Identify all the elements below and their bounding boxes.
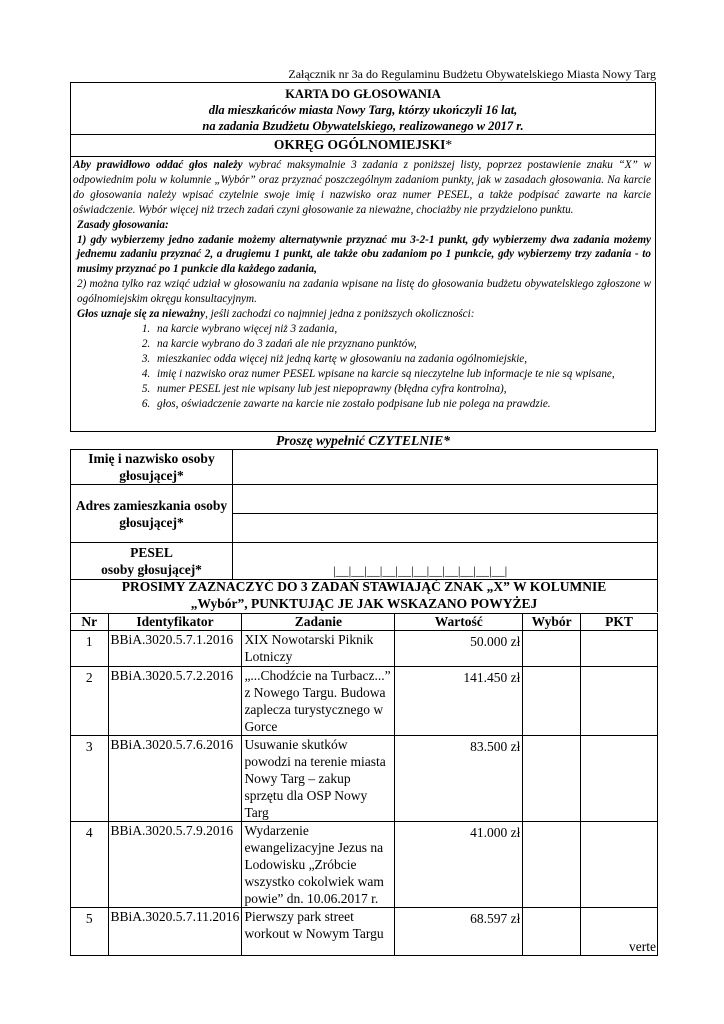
row-value-text: 50.000 zł — [470, 634, 521, 649]
vote-title-line-2: „Wybór”, PUNKTUJĄC JE JAK WSKAZANO POWYŻEJ — [190, 596, 538, 611]
rule-2: 2) można tylko raz wziąć udział w głosowaniu na zadania wpisane na listę do głosowania budżetu obywatelskiego zgłoszone w ogólnomiejskim okręgu konsultacyjnym. — [77, 278, 651, 306]
row-id: BBiA.3020.5.7.6.2016 — [108, 736, 242, 822]
column-header-choice: Wybór — [523, 614, 581, 631]
pesel-field[interactable]: |__|__|__|__|__|__|__|__|__|__|__| — [233, 543, 658, 580]
row-value-text: 68.597 zł — [470, 911, 521, 926]
ballot-header — [70, 82, 656, 135]
row-task: Pierwszy park street workout w Nowym Targu — [242, 908, 395, 956]
district-name: OKRĘG OGÓLNOMIEJSKI — [273, 137, 446, 152]
ballot-subtitle-1: dla mieszkańców miasta Nowy Targ, którzy ukończyli 16 lat, — [208, 103, 518, 117]
invalid-intro — [73, 307, 651, 322]
row-id: BBiA.3020.5.7.2.2016 — [108, 667, 242, 736]
pesel-label — [71, 543, 233, 580]
table-row — [71, 822, 658, 908]
table-row — [71, 667, 658, 736]
district-marker: * — [445, 137, 453, 152]
table-row — [71, 908, 658, 956]
table-row — [71, 631, 658, 667]
row-value-text: 83.500 zł — [470, 739, 521, 754]
invalid-text: , jeśli zachodzi co najmniej jedna z poniższych okoliczności: — [205, 308, 475, 321]
intro-text: wybrać maksymalnie 3 zadania z poniższej listy, poprzez postawienie znaku “X” w odpowiednim polu w kolumnie „Wybór” oraz przyznać poszczególnym zadaniom punkty, jak w zasadach głosowania. Na karcie do głosowania należy wpisać czytelnie swoje imię i nazwisko oraz numer PESEL, a także podpisać zawarte na karcie oświadczenie. Wybór więcej niż trzech zadań czyni głosowanie za nieważne, chociażby nie przydzielono punktu. — [73, 159, 651, 216]
row-value — [395, 822, 523, 908]
address-label: Adres zamieszkania osoby głosującej* — [71, 485, 233, 543]
column-header-nr: Nr — [71, 614, 109, 631]
row-id: BBiA.3020.5.7.1.2016 — [108, 631, 242, 667]
row-nr: 2 — [71, 667, 109, 736]
pesel-label-2: osoby głosującej* — [101, 562, 202, 577]
invalid-bold: Głos uznaje się za nieważny — [77, 308, 206, 321]
row-value — [395, 736, 523, 822]
row-value — [395, 908, 523, 956]
table-row — [71, 736, 658, 822]
rule-1: 1) gdy wybierzemy jedno zadanie możemy alternatywnie przyznać mu 3-2-1 punkt, gdy wybierzemy dwa zadania możemy jednemu zadaniu przyznać 2, a drugiemu 1 punkt, ale także obu zadaniom po 1 punkcie, gdy wybierzemy trzy zadania - to musimy przyznać po 1 punkcie dla każdego zadania, — [77, 233, 651, 276]
row-id: BBiA.3020.5.7.9.2016 — [108, 822, 242, 908]
column-header-id: Identyfikator — [108, 614, 242, 631]
fill-prompt: Proszę wypełnić CZYTELNIE* — [276, 433, 450, 448]
row-task: Wydarzenie ewangelizacyjne Jezus na Lodowisku „Zróbcie wszystko cokolwiek wam powie” dn. 10.06.2017 r. — [242, 822, 395, 908]
row-value-text: 141.450 zł — [463, 670, 521, 685]
invalid-item: 6. głos, oświadczenie zawarte na karcie nie zostało podpisane lub nie polega na prawdzie. — [153, 397, 651, 412]
invalid-item: 3. mieszkaniec odda więcej niż jedną kartę w głosowaniu na zadania ogólnomiejskie, — [153, 352, 651, 367]
name-field[interactable] — [233, 450, 658, 485]
intro-bold: Aby prawidłowo oddać głos należy — [73, 159, 243, 171]
attachment-note: Załącznik nr 3a do Regulaminu Budżetu Obywatelskiego Miasta Nowy Targ — [288, 67, 656, 81]
points-cell[interactable] — [580, 736, 657, 822]
column-header-points: PKT — [580, 614, 657, 631]
row-nr: 1 — [71, 631, 109, 667]
ballot-subtitle-2: na zadania Bzudżetu Obywatelskiego, realizowanego w 2017 r. — [202, 119, 524, 133]
row-nr: 4 — [71, 822, 109, 908]
vote-instructions-title — [70, 578, 658, 612]
row-id: BBiA.3020.5.7.11.2016 — [108, 908, 242, 956]
voter-form — [70, 449, 658, 580]
row-task: „...Chodźcie na Turbacz...” z Nowego Targu. Budowa zaplecza turystycznego w Gorce — [242, 667, 395, 736]
column-header-task: Zadanie — [242, 614, 395, 631]
ballot-title: KARTA DO GŁOSOWANIA — [285, 87, 441, 101]
row-nr: 3 — [71, 736, 109, 822]
name-label: Imię i nazwisko osoby głosującej* — [71, 450, 233, 485]
invalid-item: 1. na karcie wybrano więcej niż 3 zadania, — [153, 322, 651, 337]
district-box — [70, 135, 656, 157]
verte-note: verte — [629, 939, 656, 954]
address-field-1[interactable] — [233, 485, 658, 514]
address-field-2[interactable] — [233, 514, 658, 543]
points-cell[interactable] — [580, 822, 657, 908]
points-cell[interactable] — [580, 631, 657, 667]
choice-cell[interactable] — [523, 631, 581, 667]
row-value — [395, 667, 523, 736]
column-header-value: Wartość — [395, 614, 523, 631]
row-value-text: 41.000 zł — [470, 825, 521, 840]
choice-cell[interactable] — [523, 908, 581, 956]
points-cell[interactable] — [580, 667, 657, 736]
row-value — [395, 631, 523, 667]
invalid-item: 2. na karcie wybrano do 3 zadań ale nie przyznano punktów, — [153, 337, 651, 352]
instructions-intro — [73, 158, 651, 218]
row-task: Usuwanie skutków powodzi na terenie miasta Nowy Targ – zakup sprzętu dla OSP Nowy Targ — [242, 736, 395, 822]
rules-heading: Zasady głosowania: — [77, 218, 169, 231]
instructions — [70, 157, 656, 432]
invalid-list — [73, 322, 651, 411]
invalid-item: 5. numer PESEL jest nie wpisany lub jest niepoprawny (błędna cyfra kontrolna), — [153, 382, 651, 397]
choice-cell[interactable] — [523, 822, 581, 908]
choice-cell[interactable] — [523, 667, 581, 736]
tasks-table — [70, 613, 658, 956]
vote-title-line-1: PROSIMY ZAZNACZYĆ DO 3 ZADAŃ STAWIAJĄĆ ZNAK „X” W KOLUMNIE — [121, 579, 607, 594]
choice-cell[interactable] — [523, 736, 581, 822]
invalid-item: 4. imię i nazwisko oraz numer PESEL wpisane na karcie są nieczytelne lub informacje te nie są wpisane, — [153, 367, 651, 382]
row-nr: 5 — [71, 908, 109, 956]
row-task: XIX Nowotarski Piknik Lotniczy — [242, 631, 395, 667]
pesel-label-1: PESEL — [130, 545, 173, 560]
